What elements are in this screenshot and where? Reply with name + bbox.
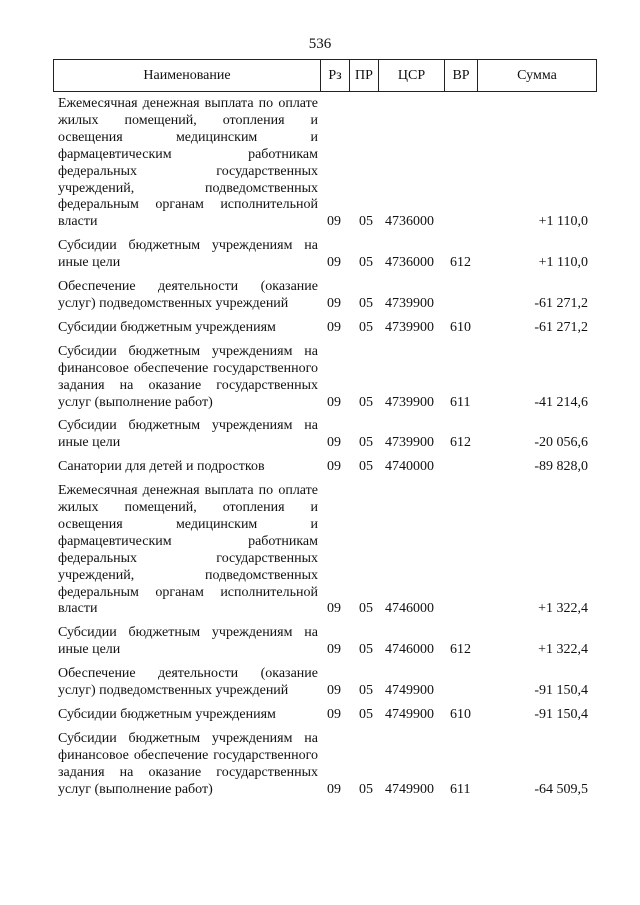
- row-pr: 05: [359, 319, 373, 335]
- row-sum: -61 271,2: [534, 319, 588, 335]
- row-vr: 610: [450, 319, 471, 335]
- row-vr: 611: [450, 781, 471, 797]
- row-sum: +1 322,4: [538, 601, 588, 617]
- row-rz: 09: [327, 394, 341, 410]
- table-row: [0, 625, 640, 659]
- row-name: Субсидии бюджетным учреждениям на финансовое обеспечение государственного задания на оказание государственных услуг (выполнение работ): [58, 343, 318, 410]
- row-sum: -20 056,6: [534, 435, 588, 451]
- row-vr: 612: [450, 255, 471, 271]
- row-rz: 09: [327, 255, 341, 271]
- header-sum: Сумма: [517, 67, 557, 83]
- row-vr: 612: [450, 435, 471, 451]
- row-name: Ежемесячная денежная выплата по оплате жилых помещений, отопления и освещения медицинским и фармацевтическим работникам федеральных государственных учреждений, подведомственных федеральным органам исполнительной власти: [58, 96, 318, 230]
- row-csr: 4739900: [385, 319, 434, 335]
- row-csr: 4740000: [385, 459, 434, 475]
- row-pr: 05: [359, 435, 373, 451]
- row-sum: +1 322,4: [538, 642, 588, 658]
- row-sum: -91 150,4: [534, 683, 588, 699]
- row-csr: 4749900: [385, 707, 434, 722]
- row-vr: 611: [450, 394, 471, 410]
- row-pr: 05: [359, 683, 373, 699]
- row-sum: -61 271,2: [534, 295, 588, 311]
- row-rz: 09: [327, 319, 341, 335]
- row-pr: 05: [359, 781, 373, 797]
- row-pr: 05: [359, 394, 373, 410]
- header-rz: Рз: [321, 60, 350, 91]
- row-name: Обеспечение деятельности (оказание услуг) подведомственных учреждений: [58, 279, 318, 311]
- row-rz: 09: [327, 601, 341, 617]
- row-name: Субсидии бюджетным учреждениям на финансовое обеспечение государственного задания на оказание государственных услуг (выполнение работ): [58, 730, 318, 797]
- row-rz: 09: [327, 295, 341, 311]
- row-csr: 4749900: [385, 683, 434, 699]
- row-pr: 05: [359, 459, 373, 475]
- row-sum: -91 150,4: [534, 707, 588, 722]
- table-row: [0, 731, 640, 799]
- table-row: [0, 483, 640, 618]
- row-name: Субсидии бюджетным учреждениям на иные цели: [58, 238, 318, 271]
- row-name: Субсидии бюджетным учреждениям: [58, 319, 276, 335]
- table-row: [0, 320, 640, 337]
- row-rz: 09: [327, 435, 341, 451]
- header-name: Наименование: [54, 60, 321, 91]
- row-name: Субсидии бюджетным учреждениям на иные цели: [58, 625, 318, 658]
- row-vr: 612: [450, 642, 471, 658]
- row-csr: 4749900: [385, 781, 434, 797]
- row-rz: 09: [327, 214, 341, 230]
- header-csr: ЦСР: [379, 60, 445, 91]
- row-rz: 09: [327, 459, 341, 475]
- row-name: Ежемесячная денежная выплата по оплате жилых помещений, отопления и освещения медицинским и фармацевтическим работникам федеральных государственных учреждений, подведомственных федеральным органам исполнительной власти: [58, 483, 318, 617]
- row-csr: 4736000: [385, 214, 434, 230]
- header-pr: ПР: [350, 60, 379, 91]
- page-number: 536: [308, 36, 332, 52]
- header-vr: ВР: [445, 60, 478, 91]
- table-row: [0, 666, 640, 700]
- row-csr: 4739900: [385, 435, 434, 451]
- row-csr: 4739900: [385, 295, 434, 311]
- table-header: [53, 59, 597, 92]
- table-row: [0, 344, 640, 412]
- row-csr: 4746000: [385, 601, 434, 617]
- table-body: [0, 96, 640, 806]
- row-sum: +1 110,0: [538, 255, 588, 271]
- table-row: [0, 238, 640, 272]
- row-csr: 4736000: [385, 255, 434, 271]
- table-row: [0, 707, 640, 724]
- row-name: Субсидии бюджетным учреждениям: [58, 707, 276, 722]
- row-csr: 4739900: [385, 394, 434, 410]
- row-rz: 09: [327, 781, 341, 797]
- row-sum: -41 214,6: [534, 394, 588, 410]
- row-name: Субсидии бюджетным учреждениям на иные цели: [58, 418, 318, 451]
- row-name: Обеспечение деятельности (оказание услуг) подведомственных учреждений: [58, 666, 318, 699]
- table-row: [0, 459, 640, 476]
- table-row: [0, 279, 640, 313]
- row-pr: 05: [359, 601, 373, 617]
- row-sum: -64 509,5: [534, 781, 588, 797]
- row-pr: 05: [359, 642, 373, 658]
- row-pr: 05: [359, 255, 373, 271]
- table-row: [0, 96, 640, 231]
- table-row: [0, 418, 640, 452]
- row-csr: 4746000: [385, 642, 434, 658]
- row-pr: 05: [359, 295, 373, 311]
- row-name: Санатории для детей и подростков: [58, 459, 265, 475]
- row-rz: 09: [327, 707, 341, 722]
- row-rz: 09: [327, 642, 341, 658]
- row-vr: 610: [450, 707, 471, 722]
- row-pr: 05: [359, 214, 373, 230]
- row-pr: 05: [359, 707, 373, 722]
- row-sum: +1 110,0: [538, 214, 588, 230]
- row-sum: -89 828,0: [534, 459, 588, 475]
- row-rz: 09: [327, 683, 341, 699]
